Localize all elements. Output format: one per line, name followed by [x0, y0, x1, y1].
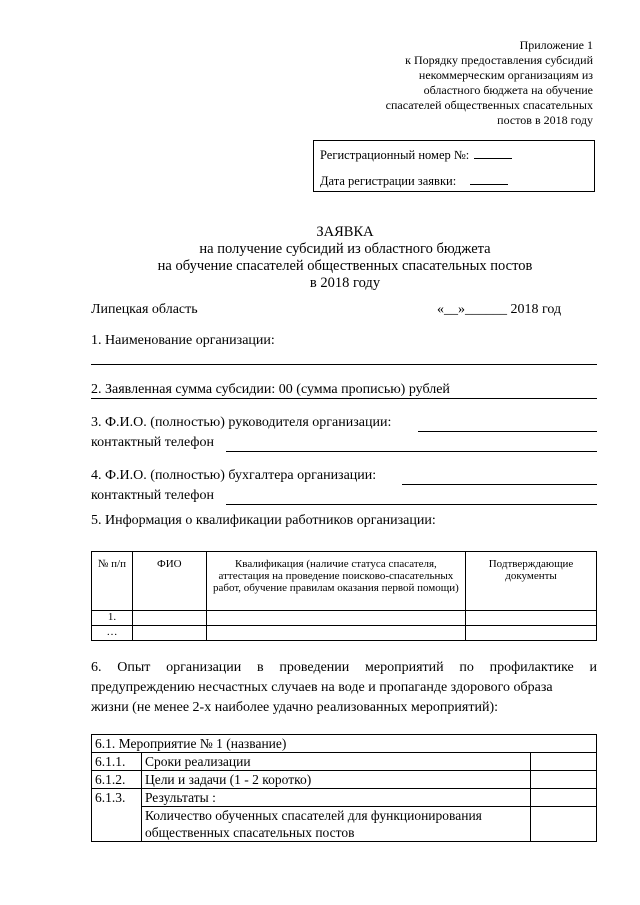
table-row	[92, 789, 597, 807]
event-title: 6.1. Мероприятие № 1 (название)	[92, 735, 597, 753]
title-line: в 2018 году	[309, 275, 381, 291]
title-line: на получение субсидий из областного бюджета	[199, 241, 491, 257]
item-experience	[91, 658, 597, 718]
item-director-name: 3. Ф.И.О. (полностью) руководителя организации:	[91, 415, 392, 430]
event-row-value[interactable]	[531, 807, 597, 842]
director-phone-field[interactable]	[226, 451, 597, 452]
staff-qualification-table	[91, 551, 597, 641]
table-cell[interactable]	[466, 611, 597, 626]
event-row-label: Цели и задачи (1 - 2 коротко)	[141, 771, 530, 789]
table-cell[interactable]	[206, 611, 465, 626]
accountant-phone-field[interactable]	[226, 504, 597, 505]
appendix-line: к Порядку предоставления субсидий	[405, 53, 593, 67]
event-row-number: 6.1.3.	[92, 789, 142, 842]
column-header-documents: Подтверждающие документы	[466, 552, 597, 611]
table-cell[interactable]	[206, 626, 465, 641]
registration-date-label: Дата регистрации заявки:	[320, 174, 457, 188]
director-name-field[interactable]	[418, 431, 597, 432]
application-date: «__»______ 2018 год	[437, 302, 562, 317]
appendix-header	[293, 38, 593, 128]
table-row	[92, 807, 597, 842]
table-cell[interactable]	[132, 626, 206, 641]
registration-date-field[interactable]	[470, 174, 508, 185]
subsidy-amount-underline	[91, 398, 597, 399]
title-line: на обучение спасателей общественных спасательных постов	[157, 258, 533, 274]
table-cell[interactable]	[466, 626, 597, 641]
event-row-value[interactable]	[531, 771, 597, 789]
director-phone-label: контактный телефон	[91, 435, 214, 450]
accountant-phone-label: контактный телефон	[91, 488, 214, 503]
table-row	[92, 626, 597, 641]
event-subrow-label: Количество обученных спасателей для функционирования общественных спасательных постов	[141, 807, 530, 842]
organization-name-field[interactable]	[91, 364, 597, 365]
item-subsidy-amount: 2. Заявленная сумма субсидии: 00 (сумма прописью) рублей	[91, 382, 450, 397]
table-row	[92, 753, 597, 771]
column-header-name: ФИО	[132, 552, 206, 611]
item-organization-name: 1. Наименование организации:	[91, 333, 275, 348]
region-name: Липецкая область	[91, 302, 198, 317]
event-row-number: 6.1.1.	[92, 753, 142, 771]
appendix-line: спасателей общественных спасательных	[385, 98, 593, 112]
event-title-row	[92, 735, 597, 753]
appendix-line: Приложение 1	[519, 38, 593, 52]
event-table	[91, 734, 597, 842]
event-row-value[interactable]	[531, 753, 597, 771]
appendix-line: областного бюджета на обучение	[423, 83, 593, 97]
title-heading: ЗАЯВКА	[316, 224, 374, 240]
appendix-line: некоммерческим организациям из	[418, 68, 593, 82]
item-experience-text: 6. Опыт организации в проведении мероприятий по профилактике и предупреждению несчастных случаев на воде и пропаганде здорового образа	[91, 660, 597, 695]
registration-box	[313, 140, 595, 192]
event-row-value[interactable]	[531, 789, 597, 807]
registration-number-field[interactable]	[474, 148, 512, 159]
registration-number-row	[320, 148, 512, 163]
table-cell: …	[92, 626, 133, 641]
item-experience-text-end: жизни (не менее 2-х наиболее удачно реализованных мероприятий):	[91, 700, 499, 715]
registration-number-label: Регистрационный номер №:	[320, 148, 470, 162]
event-row-number: 6.1.2.	[92, 771, 142, 789]
registration-date-row	[320, 174, 508, 189]
table-row	[92, 771, 597, 789]
table-cell: 1.	[92, 611, 133, 626]
item-staff-qualification: 5. Информация о квалификации работников организации:	[91, 513, 436, 528]
table-cell[interactable]	[132, 611, 206, 626]
column-header-number: № п/п	[92, 552, 133, 611]
table-header-row	[92, 552, 597, 611]
event-row-label: Сроки реализации	[141, 753, 530, 771]
accountant-name-field[interactable]	[402, 484, 597, 485]
document-title	[60, 224, 630, 292]
appendix-line: постов в 2018 году	[497, 113, 593, 127]
column-header-qualification: Квалификация (наличие статуса спасателя, аттестация на проведение поисково-спасательных работ, обучение правилам оказания первой помощи)	[206, 552, 465, 611]
item-accountant-name: 4. Ф.И.О. (полностью) бухгалтера организации:	[91, 468, 377, 483]
event-row-label: Результаты :	[141, 789, 530, 807]
table-row	[92, 611, 597, 626]
